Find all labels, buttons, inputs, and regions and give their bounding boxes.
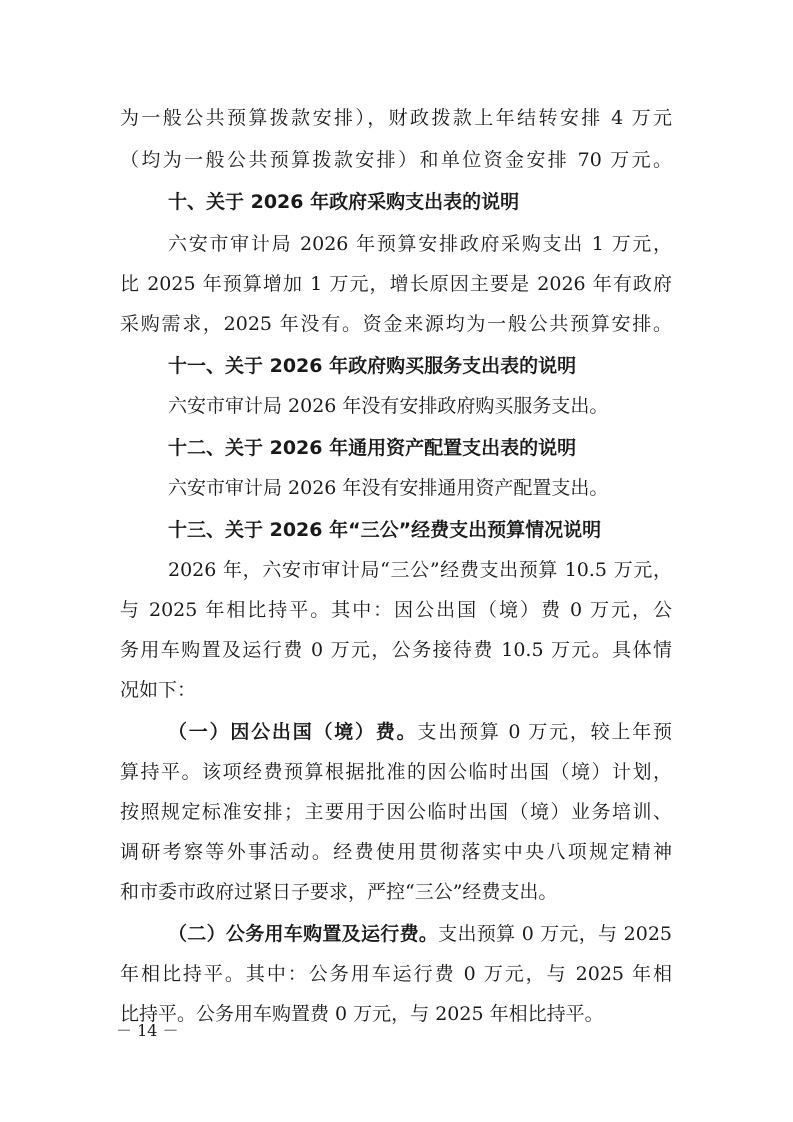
subsection-title: （一）因公出国（境）费。 (168, 721, 418, 743)
section-heading: 十一、关于 2026 年政府购买服务支出表的说明 (168, 355, 577, 377)
text-line: 和市委市政府过紧日子要求，严控“三公”经费支出。 (120, 881, 558, 903)
subsection-text: 支出预算 0 万元，较上年预 (417, 721, 672, 743)
text-line: 六安市审计局 2026 年预算安排政府采购支出 1 万元， (168, 233, 672, 255)
subsection-title: （二）公务用车购置及运行费。 (168, 923, 439, 945)
text-line: 六安市审计局 2026 年没有安排政府购买服务支出。 (168, 395, 609, 417)
text-line: 六安市审计局 2026 年没有安排通用资产配置支出。 (168, 477, 609, 499)
section-heading: 十三、关于 2026 年“三公”经费支出预算情况说明 (168, 519, 602, 541)
text-line: 为一般公共预算拨款安排），财政拨款上年结转安排 4 万元 (120, 107, 672, 129)
text-line: 比持平。公务用车购置费 0 万元，与 2025 年相比持平。 (120, 1003, 604, 1025)
page-number: － 14 － (116, 1021, 179, 1040)
subsection-line (168, 914, 672, 954)
text-line: （均为一般公共预算拨款安排）和单位资金安排 70 万元。 (120, 149, 672, 171)
text-line: 2026 年，六安市审计局“三公”经费支出预算 10.5 万元， (168, 559, 672, 581)
text-line: 与 2025 年相比持平。其中：因公出国（境）费 0 万元，公 (120, 599, 672, 621)
text-line: 算持平。该项经费预算根据批准的因公临时出国（境）计划， (120, 761, 672, 783)
subsection-line (168, 712, 672, 752)
text-line: 采购需求，2025 年没有。资金来源均为一般公共预算安排。 (120, 313, 672, 335)
subsection-text: 支出预算 0 万元，与 2025 (438, 923, 672, 945)
text-line: 况如下： (120, 679, 197, 701)
section-heading: 十二、关于 2026 年通用资产配置支出表的说明 (168, 437, 577, 459)
text-line: 调研考察等外事活动。经费使用贯彻落实中央八项规定精神 (120, 841, 672, 863)
text-line: 按照规定标准安排；主要用于因公临时出国（境）业务培训、 (120, 801, 672, 823)
text-line: 比 2025 年预算增加 1 万元，增长原因主要是 2026 年有政府 (120, 273, 672, 295)
text-line: 务用车购置及运行费 0 万元，公务接待费 10.5 万元。具体情 (120, 639, 672, 661)
section-heading: 十、关于 2026 年政府采购支出表的说明 (168, 191, 520, 213)
text-line: 年相比持平。其中：公务用车运行费 0 万元，与 2025 年相 (120, 963, 672, 985)
